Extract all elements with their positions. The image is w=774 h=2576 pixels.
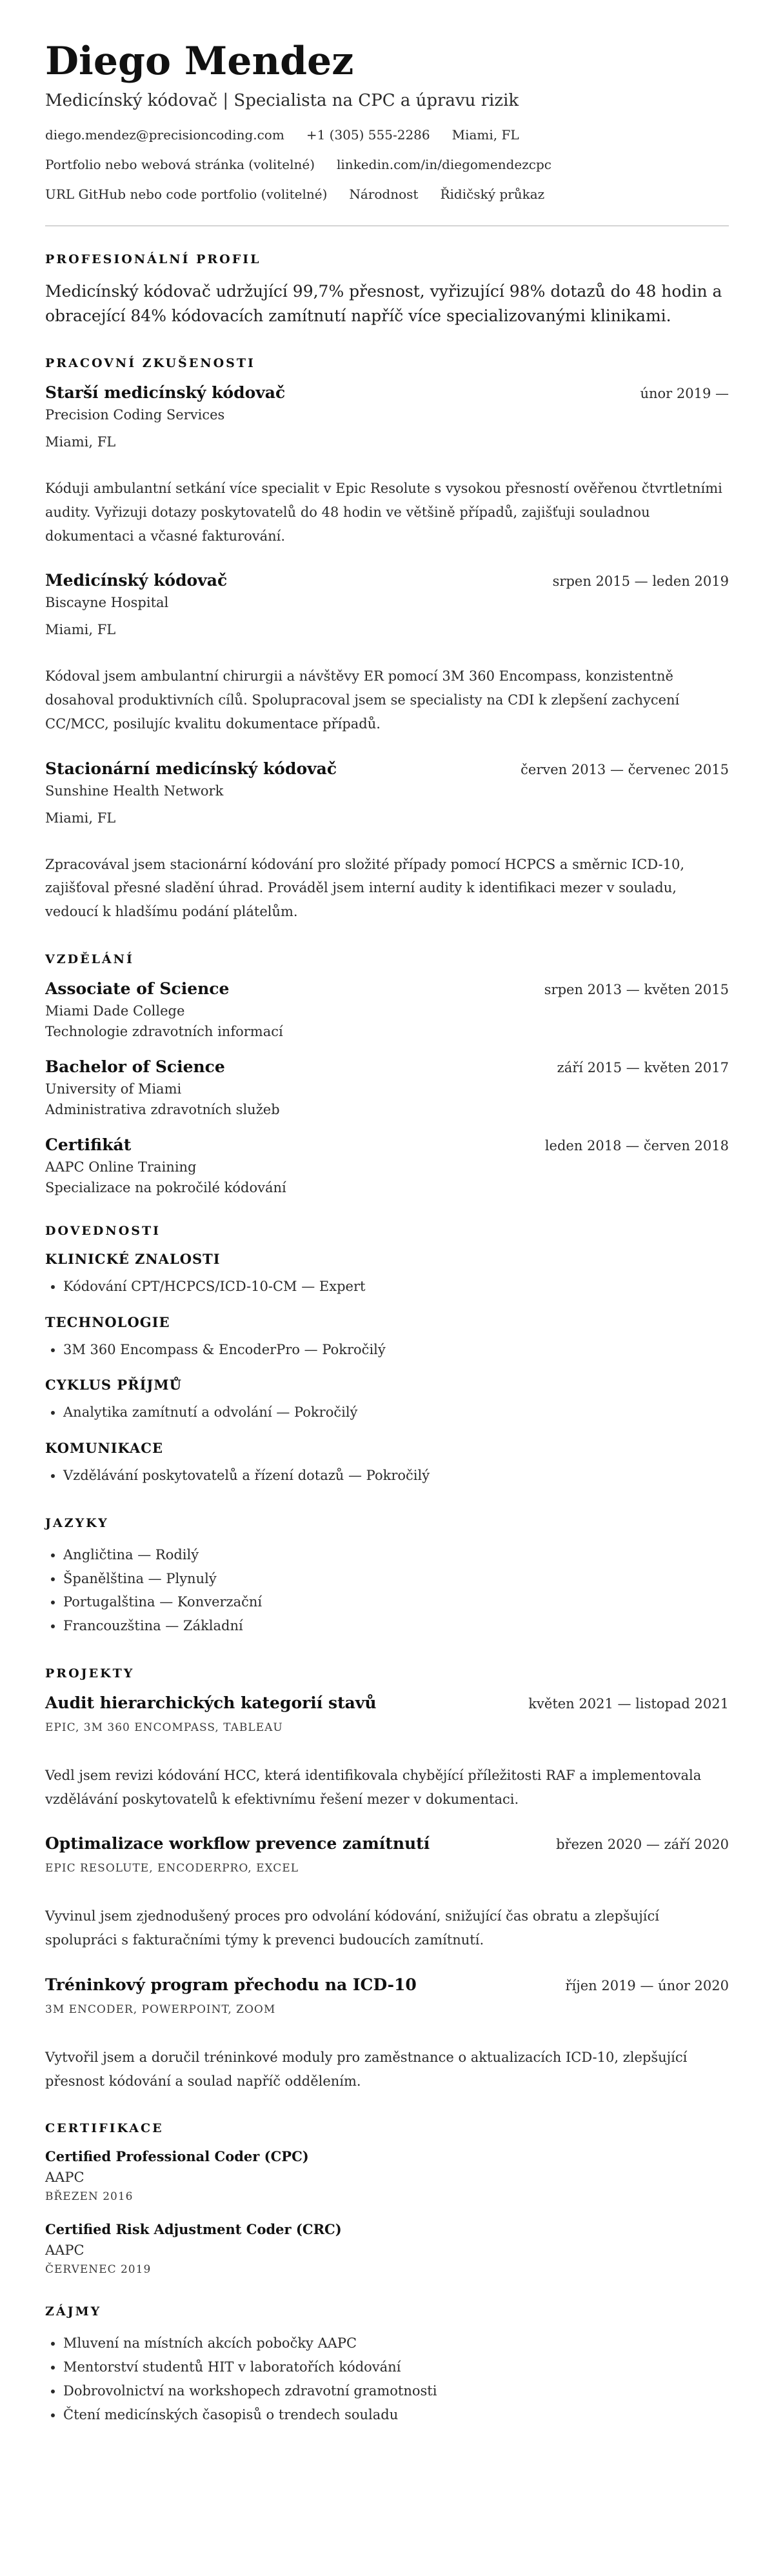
- skill-list: [45, 1338, 729, 1362]
- linkedin-link[interactable]: linkedin.com/in/diegomendezcpc: [337, 157, 551, 172]
- degree: Associate of Science: [45, 979, 230, 998]
- languages-section: [45, 1516, 729, 1638]
- education-entry: [45, 1057, 729, 1117]
- projects-section: [45, 1666, 729, 2093]
- education-date: srpen 2013 — květen 2015: [544, 981, 729, 997]
- project-title: Audit hierarchických kategorií stavů: [45, 1693, 377, 1712]
- certification-name: Certified Risk Adjustment Coder (CRC): [45, 2221, 342, 2238]
- header-divider: [45, 225, 729, 226]
- job-description: Kóduji ambulantní setkání více specialit v Epic Resolute s vysokou přesností ověřenou čtvrtletními audity. Vyřizuji dotazy poskytovatelů do 48 hodin ve většině případů, zajišťuji souladnou dokumentaci a včasné fakturování.: [45, 481, 722, 544]
- job-location: Miami, FL: [45, 810, 116, 826]
- certifications-section: [45, 2121, 729, 2276]
- github-link[interactable]: URL GitHub nebo code portfolio (volitelné): [45, 186, 328, 202]
- project-title: Optimalizace workflow prevence zamítnutí: [45, 1834, 430, 1853]
- project-entry: [45, 1975, 729, 2093]
- section-title: CERTIFIKACE: [45, 2121, 164, 2136]
- project-entry: [45, 1834, 729, 1952]
- experience-entry: [45, 383, 729, 548]
- education-entry: [45, 979, 729, 1039]
- field-of-study: Specializace na pokročilé kódování: [45, 1179, 286, 1195]
- project-tech: EPIC, 3M 360 ENCOMPASS, TABLEAU: [45, 1721, 283, 1734]
- job-location: Miami, FL: [45, 434, 116, 450]
- degree: Certifikát: [45, 1135, 132, 1154]
- job-date: červen 2013 — červenec 2015: [521, 761, 729, 777]
- education-entry: [45, 1135, 729, 1195]
- project-description: Vedl jsem revizi kódování HCC, která identifikovala chybějící příležitosti RAF a implementovala vzdělávání poskytovatelů k efektivnímu řešení mezer v dokumentaci.: [45, 1767, 702, 1807]
- skill-list: [45, 1401, 729, 1424]
- job-date: únor 2019 —: [640, 386, 729, 401]
- contact-row: [45, 186, 729, 202]
- experience-entry: [45, 759, 729, 924]
- education-date: leden 2018 — červen 2018: [544, 1137, 729, 1153]
- language-list: [45, 1543, 729, 1638]
- email-link[interactable]: diego.mendez@precisioncoding.com: [45, 127, 284, 143]
- interest-item: • Čtení medicínských časopisů o trendech souladu: [63, 2403, 729, 2427]
- section-title: DOVEDNOSTI: [45, 1223, 161, 1238]
- experience-section: [45, 356, 729, 924]
- project-tech: EPIC RESOLUTE, ENCODERPRO, EXCEL: [45, 1862, 299, 1875]
- project-description: Vyvinul jsem zjednodušený proces pro odvolání kódování, snižující čas obratu a zlepšující spolupráci s fakturačními týmy k prevenci budoucích zamítnutí.: [45, 1908, 659, 1948]
- job-title: Stacionární medicínský kódovač: [45, 759, 337, 778]
- interest-item: • Mentorství studentů HIT v laboratořích kódování: [63, 2355, 729, 2379]
- section-title: VZDĚLÁNÍ: [45, 952, 134, 966]
- project-date: březen 2020 — září 2020: [556, 1837, 729, 1853]
- degree: Bachelor of Science: [45, 1057, 225, 1076]
- certification-entry: [45, 2221, 729, 2276]
- nationality: Národnost: [349, 186, 419, 202]
- skill-item: • Kódování CPT/HCPCS/ICD-10-CM — Expert: [63, 1275, 729, 1299]
- job-location: Miami, FL: [45, 622, 116, 638]
- section-title: ZÁJMY: [45, 2304, 102, 2319]
- certification-date: BŘEZEN 2016: [45, 2190, 134, 2204]
- skill-list: [45, 1275, 729, 1299]
- skill-category: TECHNOLOGIE: [45, 1313, 170, 1330]
- skill-category: KLINICKÉ ZNALOSTI: [45, 1250, 221, 1267]
- interest-list: [45, 2331, 729, 2426]
- interest-item: • Mluvení na místních akcích pobočky AAPC: [63, 2331, 729, 2355]
- project-title: Tréninkový program přechodu na ICD-10: [45, 1975, 417, 1994]
- job-title: Medicínský kódovač: [45, 571, 228, 590]
- skill-item: • 3M 360 Encompass & EncoderPro — Pokročilý: [63, 1338, 729, 1362]
- profile-section: [45, 252, 729, 328]
- skill-item: • Vzdělávání poskytovatelů a řízení dotazů — Pokročilý: [63, 1464, 729, 1488]
- location: Miami, FL: [452, 127, 519, 143]
- job-title: Starší medicínský kódovač: [45, 383, 286, 402]
- section-title: JAZYKY: [45, 1515, 109, 1530]
- job-company: Precision Coding Services: [45, 407, 225, 423]
- education-section: [45, 952, 729, 1195]
- language-item: • Angličtina — Rodilý: [63, 1543, 729, 1567]
- job-description: Kódoval jsem ambulantní chirurgii a návštěvy ER pomocí 3M 360 Encompass, konzistentně dosahoval produktivních cílů. Spolupracoval jsem se specialisty na CDI k zlepšení zachycení CC/MCC, posilujíc kvalitu dokumentace případů.: [45, 668, 680, 732]
- drivers-license: Řidičský průkaz: [440, 186, 545, 202]
- headline: Medicínský kódovač | Specialista na CPC a úpravu rizik: [45, 91, 519, 110]
- language-item: • Španělština — Plynulý: [63, 1567, 729, 1591]
- project-tech: 3M ENCODER, POWERPOINT, ZOOM: [45, 2002, 276, 2016]
- certification-entry: [45, 2148, 729, 2203]
- field-of-study: Administrativa zdravotních služeb: [45, 1101, 280, 1117]
- education-date: září 2015 — květen 2017: [557, 1059, 729, 1075]
- skill-list: [45, 1464, 729, 1488]
- profile-summary: Medicínský kódovač udržující 99,7% přesnost, vyřizující 98% dotazů do 48 hodin a obracející 84% kódovacích zamítnutí napříč více specializovanými klinikami.: [45, 282, 722, 325]
- certification-issuer: AAPC: [45, 2170, 84, 2186]
- certification-issuer: AAPC: [45, 2242, 84, 2259]
- language-item: • Francouzština — Základní: [63, 1614, 729, 1638]
- contact-row: [45, 127, 729, 143]
- project-date: říjen 2019 — únor 2020: [565, 1977, 729, 1993]
- interest-item: • Dobrovolnictví na workshopech zdravotní gramotnosti: [63, 2379, 729, 2403]
- project-description: Vytvořil jsem a doručil tréninkové moduly pro zaměstnance o aktualizacích ICD-10, zlepšující přesnost kódování a soulad napříč oddělením.: [45, 2049, 688, 2089]
- certification-date: ČERVENEC 2019: [45, 2263, 152, 2277]
- skill-category: KOMUNIKACE: [45, 1440, 163, 1456]
- portfolio-link[interactable]: Portfolio nebo webová stránka (volitelné): [45, 157, 315, 172]
- skill-item: • Analytika zamítnutí a odvolání — Pokročilý: [63, 1401, 729, 1424]
- job-company: Sunshine Health Network: [45, 783, 224, 799]
- section-title: PROFESIONÁLNÍ PROFIL: [45, 252, 261, 266]
- contact-row: [45, 157, 729, 172]
- school: University of Miami: [45, 1081, 182, 1097]
- project-entry: [45, 1693, 729, 1812]
- job-description: Zpracovával jsem stacionární kódování pro složité případy pomocí HCPCS a směrnic ICD-10, zajišťoval přesné sladění úhrad. Prováděl jsem interní audity k identifikaci mezer v souladu, vedoucí k hladšímu podání plátelům.: [45, 856, 685, 919]
- skill-category: CYKLUS PŘÍJMŮ: [45, 1377, 182, 1393]
- job-date: srpen 2015 — leden 2019: [552, 574, 729, 590]
- job-company: Biscayne Hospital: [45, 595, 169, 611]
- project-date: květen 2021 — listopad 2021: [528, 1695, 729, 1712]
- phone-number[interactable]: +1 (305) 555-2286: [306, 127, 430, 143]
- section-title: PRACOVNÍ ZKUŠENOSTI: [45, 356, 255, 370]
- language-item: • Portugalština — Konverzační: [63, 1590, 729, 1614]
- certification-name: Certified Professional Coder (CPC): [45, 2148, 309, 2165]
- interests-section: [45, 2304, 729, 2426]
- school: AAPC Online Training: [45, 1159, 197, 1175]
- field-of-study: Technologie zdravotních informací: [45, 1023, 283, 1039]
- school: Miami Dade College: [45, 1003, 185, 1019]
- candidate-name: Diego Mendez: [45, 39, 354, 84]
- skills-section: [45, 1224, 729, 1488]
- section-title: PROJEKTY: [45, 1666, 135, 1681]
- experience-entry: [45, 571, 729, 735]
